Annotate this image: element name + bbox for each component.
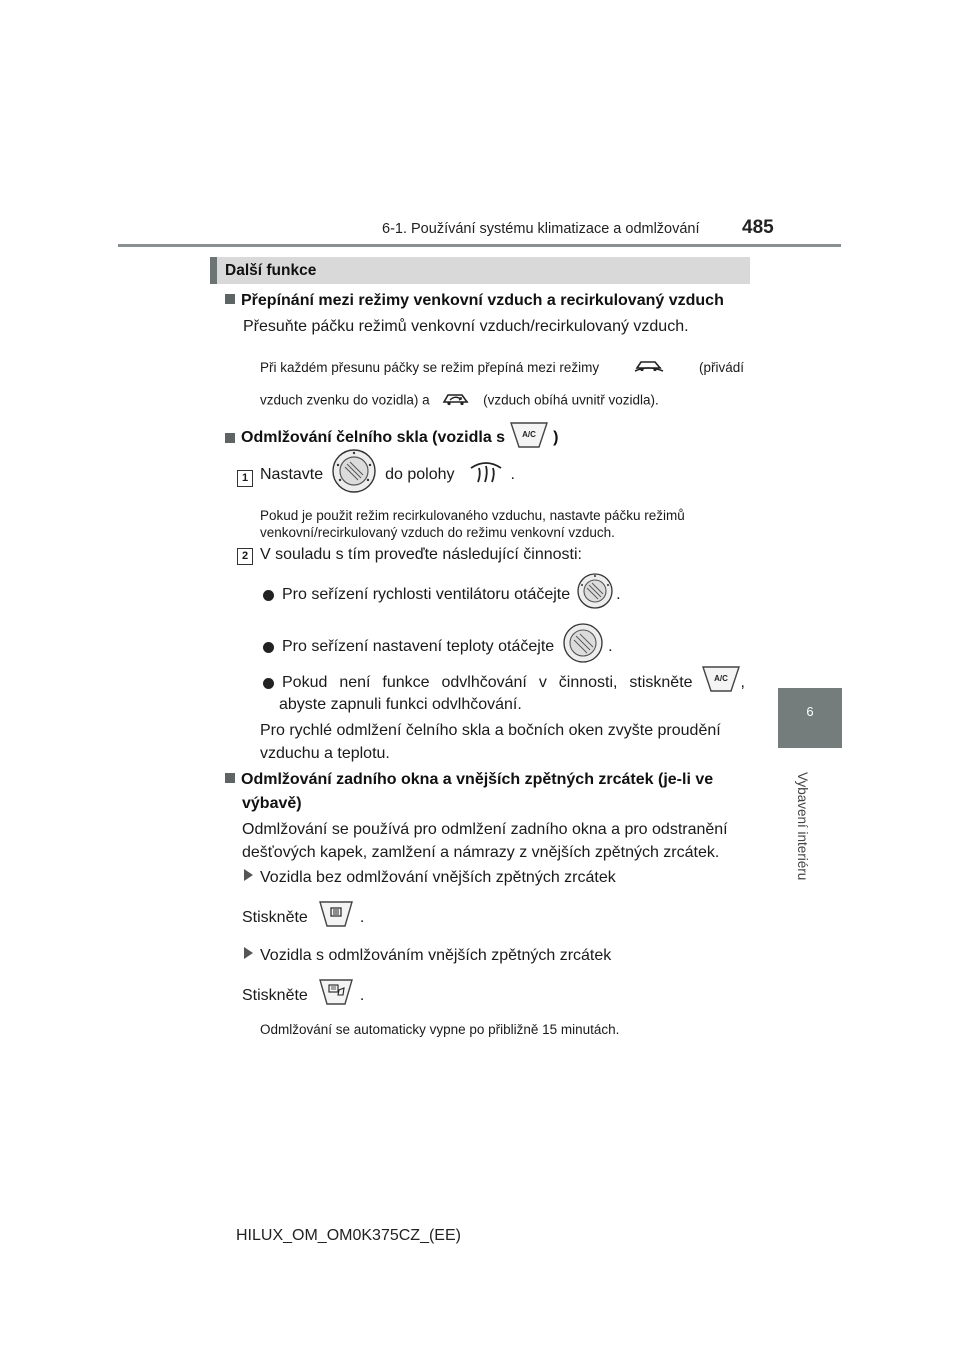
svg-text:A/C: A/C <box>522 430 536 439</box>
sub2-action: Stiskněte . <box>242 978 364 1014</box>
auto-off-note: Odmlžování se automaticky vypne po přibližně 15 minutách. <box>260 1022 620 1037</box>
ac-button-icon <box>509 421 549 454</box>
mode-dial-icon <box>331 448 377 502</box>
footer-doc-code: HILUX_OM_OM0K375CZ_(EE) <box>236 1227 461 1244</box>
rear-and-mirror-defogger-button-icon <box>318 978 354 1014</box>
square-bullet-icon <box>225 773 235 783</box>
block3-text-line1: Odmlžování se používá pro odmlžení zadního okna a pro odstranění <box>242 821 728 838</box>
step-1-note-line2: venkovní/recirkulovaný vzduch do režimu venkovní vzduch. <box>260 525 615 540</box>
block1-note-line2: vzduch zvenku do vozidla) a (vzduch obíhá uvnitř vozidla). <box>260 391 659 411</box>
block3-text-line2: dešťových kapek, zamlžení a námrazy z vnějších zpětných zrcátek. <box>242 844 720 861</box>
fan-speed-dial-icon <box>576 572 614 618</box>
block3-heading-line2: výbavě) <box>242 795 302 812</box>
step-1-text: Nastavte do polohy . <box>260 452 515 498</box>
defog-tip-line2: vzduchu a teplotu. <box>260 745 390 762</box>
sub2-label: Vozidla s odmlžováním vnějších zpětných zrcátek <box>244 944 611 968</box>
temperature-dial-icon <box>562 622 604 672</box>
defog-tip-line1: Pro rychlé odmlžení čelního skla a bočních oken zvyšte proudění <box>260 722 721 739</box>
sub1-label: Vozidla bez odmlžování vnějších zpětných zrcátek <box>244 866 616 890</box>
header-rule <box>118 244 841 247</box>
sub1-action: Stiskněte . <box>242 900 364 936</box>
chapter-title: Vybavení interiéru <box>795 772 810 881</box>
bullet-dot-icon <box>263 590 274 601</box>
block1-text: Přesuňte páčku režimů venkovní vzduch/recirkulovaný vzduch. <box>243 318 689 335</box>
section-title: Další funkce <box>225 262 317 279</box>
bullet-dot-icon <box>263 678 274 689</box>
step-2-marker: 2 <box>237 548 253 565</box>
recirculated-air-icon <box>441 391 471 411</box>
page-number: 485 <box>742 217 774 238</box>
windshield-defog-icon <box>469 456 503 494</box>
svg-text:A/C: A/C <box>713 674 728 683</box>
triangle-bullet-icon <box>244 869 253 881</box>
block1-heading: Přepínání mezi režimy venkovní vzduch a recirkulovaný vzduch <box>225 292 724 310</box>
step-1-marker: 1 <box>237 470 253 487</box>
block3-heading-line1: Odmlžování zadního okna a vnějších zpětných zrcátek (je-li ve <box>225 771 713 789</box>
bullet-fan-speed: Pro seřízení rychlosti ventilátoru otáčejte . <box>263 576 621 614</box>
outside-air-icon <box>634 357 664 377</box>
bullet-dot-icon <box>263 642 274 653</box>
ac-button-icon <box>701 665 741 701</box>
block1-note-line1: Při každém přesunu páčky se režim přepíná mezi režimy (přivádí <box>260 357 744 377</box>
step-1-note-line1: Pokud je použit režim recirkulovaného vzduchu, nastavte páčku režimů <box>260 508 685 523</box>
square-bullet-icon <box>225 294 235 304</box>
bullet-temperature: Pro seřízení nastavení teploty otáčejte . <box>263 625 613 669</box>
step-2-text: V souladu s tím proveďte následující činnosti: <box>260 546 582 563</box>
block2-heading: Odmlžování čelního skla (vozidla s A/C ) <box>225 421 558 454</box>
rear-defogger-button-icon <box>318 900 354 936</box>
header-section-title: 6-1. Používání systému klimatizace a odmlžování <box>382 221 700 237</box>
chapter-number: 6 <box>806 704 814 719</box>
triangle-bullet-icon <box>244 947 253 959</box>
square-bullet-icon <box>225 433 235 443</box>
bullet-dehumidify-line2: abyste zapnuli funkci odvlhčování. <box>279 696 522 713</box>
bullet-dehumidify-line1: Pokud není funkce odvlhčování v činnosti, stiskněte A/C , <box>263 668 745 698</box>
